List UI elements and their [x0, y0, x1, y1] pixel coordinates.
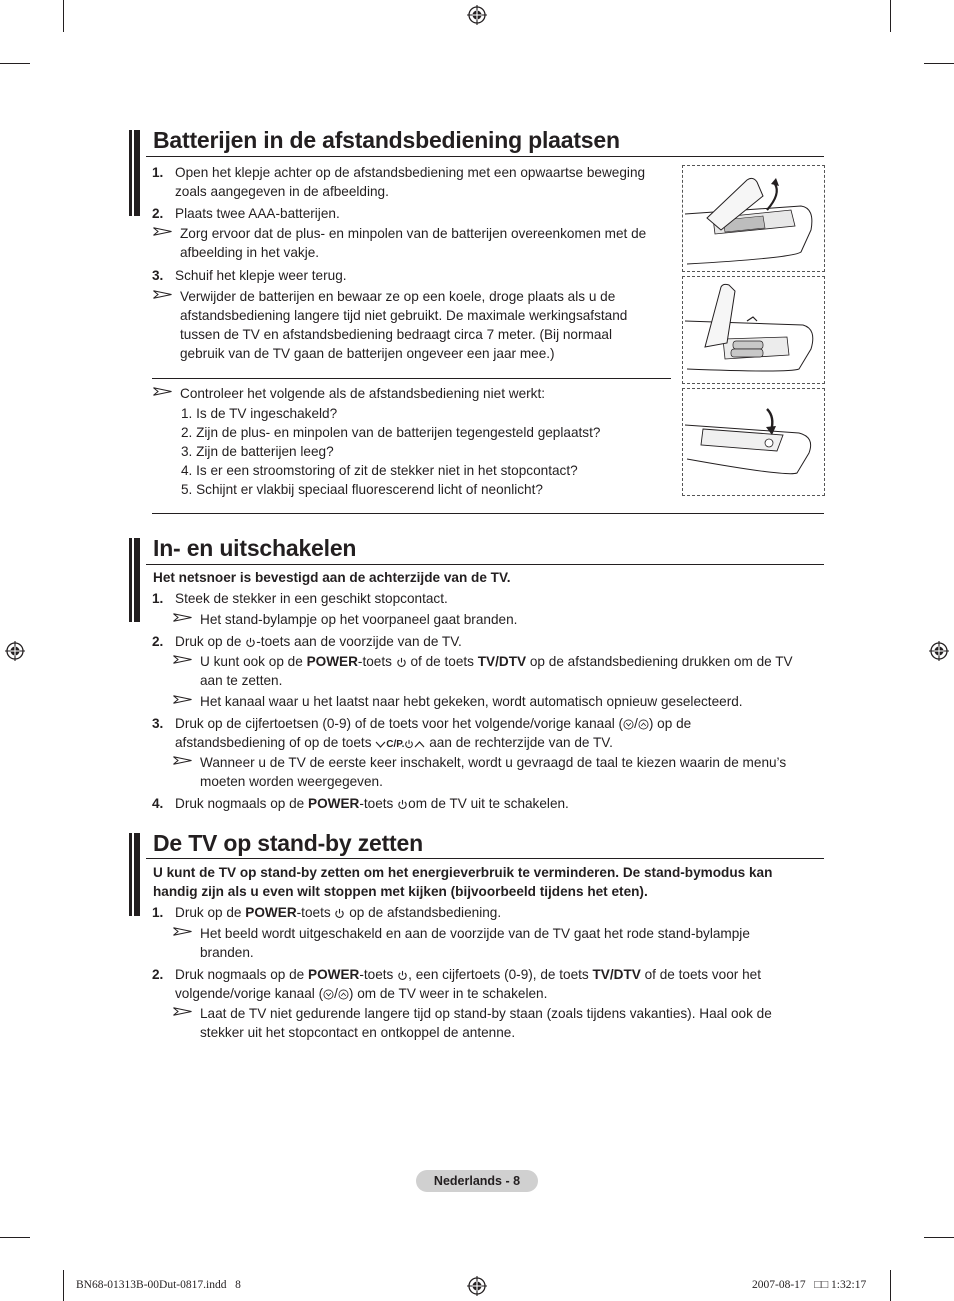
- section-intro: U kunt de TV op stand-by zetten om het energieverbruik te verminderen. De stand-bymodus kan: [153, 865, 773, 880]
- section-end-rule: [152, 513, 824, 514]
- note-text: tussen de TV en afstandsbediening bedraagt circa 7 meter. (Bij normaal: [180, 327, 612, 342]
- step-number: 2.: [152, 967, 164, 982]
- note-arrow-icon: [153, 387, 172, 396]
- step-text: volgende/vorige kanaal ( / ) om de TV weer in te schakelen.: [175, 986, 548, 1001]
- print-slug-file: BN68-01313B-00Dut-0817.indd 8: [76, 1279, 241, 1291]
- section-marker: [129, 538, 140, 622]
- power-icon: [334, 908, 345, 919]
- step-text: Schuif het klepje weer terug.: [175, 268, 347, 283]
- power-icon: [396, 657, 407, 668]
- note-text: Het kanaal waar u het laatst naar hebt gekeken, wordt automatisch opnieuw geselecteerd.: [200, 694, 743, 709]
- note-text: afbeelding in het vakje.: [180, 245, 320, 260]
- remote-battery-illustration: [682, 276, 825, 384]
- checklist-item: 5. Schijnt er vlakbij speciaal fluorescerend licht of neonlicht?: [181, 482, 543, 497]
- step-text: afstandsbediening of op de toets C/P. aan de rechterzijde van de TV.: [175, 735, 613, 750]
- step-text: Druk nogmaals op de POWER-toets , een cijfertoets (0-9), de toets TV/DTV of de toets voor het: [175, 967, 761, 982]
- checklist-item: 3. Zijn de batterijen leeg?: [181, 444, 334, 459]
- chevron-down-icon: [375, 740, 386, 749]
- step-number: 1.: [152, 591, 164, 606]
- section-title: De TV op stand-by zetten: [153, 830, 423, 856]
- power-icon: [397, 799, 408, 810]
- note-arrow-icon: [173, 613, 192, 622]
- step-text: Druk op de POWER-toets op de afstandsbediening.: [175, 905, 502, 920]
- page-number-badge: Nederlands - 8: [416, 1170, 538, 1192]
- step-number: 1.: [152, 165, 164, 180]
- step-text: zoals aangegeven in de afbeelding.: [175, 184, 389, 199]
- step-text: Druk op de -toets aan de voorzijde van de TV.: [175, 634, 462, 649]
- registration-mark-icon: [467, 5, 487, 25]
- power-icon: [404, 739, 414, 749]
- section-rule: [146, 858, 824, 859]
- channel-up-down-icon: [338, 989, 349, 1000]
- step-text: Druk nogmaals op de POWER-toets om de TV uit te schakelen.: [175, 796, 569, 811]
- section-rule: [146, 564, 824, 565]
- section-marker: [129, 833, 140, 916]
- step-number: 2.: [152, 206, 164, 221]
- registration-mark-icon: [467, 1276, 487, 1296]
- checklist-item: 1. Is de TV ingeschakeld?: [181, 406, 338, 421]
- note-text: Zorg ervoor dat de plus- en minpolen van de batterijen overeenkomen met de: [180, 226, 647, 241]
- note-text: stekker uit het stopcontact en ontkoppel de antenne.: [200, 1025, 516, 1040]
- note-text: Het beeld wordt uitgeschakeld en aan de voorzijde van de TV gaat het rode stand-bylampje: [200, 926, 750, 941]
- note-text: Controleer het volgende als de afstandsbediening niet werkt:: [180, 386, 546, 401]
- section-marker: [129, 130, 140, 216]
- checklist-item: 4. Is er een stroomstoring of zit de stekker niet in het stopcontact?: [181, 463, 578, 478]
- step-number: 4.: [152, 796, 164, 811]
- note-arrow-icon: [173, 1007, 192, 1016]
- channel-up-down-icon: [323, 989, 334, 1000]
- note-text: Het stand-bylampje op het voorpaneel gaat branden.: [200, 612, 518, 627]
- channel-up-down-icon: [638, 719, 649, 730]
- note-arrow-icon: [153, 290, 172, 299]
- step-text: Druk op de cijfertoetsen (0-9) of de toets voor het volgende/vorige kanaal ( / ) op de: [175, 716, 692, 731]
- section-intro: Het netsnoer is bevestigd aan de achterzijde van de TV.: [153, 570, 511, 585]
- remote-battery-illustration: [682, 165, 825, 272]
- step-text: Steek de stekker in een geschikt stopcontact.: [175, 591, 448, 606]
- power-icon: [397, 970, 408, 981]
- step-number: 1.: [152, 905, 164, 920]
- section-title: Batterijen in de afstandsbediening plaatsen: [153, 127, 620, 153]
- power-icon: [245, 637, 256, 648]
- registration-mark-icon: [5, 641, 25, 661]
- note-arrow-icon: [173, 756, 192, 765]
- step-number: 3.: [152, 716, 164, 731]
- note-text: gebruik van de TV gaan de batterijen ongeveer een jaar mee.): [180, 346, 555, 361]
- note-text: aan te zetten.: [200, 673, 283, 688]
- note-text: Laat de TV niet gedurende langere tijd op stand-by staan (zoals tijdens vakanties). Haal ook de: [200, 1006, 772, 1021]
- chevron-up-icon: [414, 740, 425, 749]
- step-number: 2.: [152, 634, 164, 649]
- checklist-item: 2. Zijn de plus- en minpolen van de batterijen tegengesteld geplaatst?: [181, 425, 601, 440]
- note-arrow-icon: [153, 227, 172, 236]
- divider: [152, 378, 671, 379]
- registration-mark-icon: [929, 641, 949, 661]
- note-text: Wanneer u de TV de eerste keer inschakelt, wordt u gevraagd de taal te kiezen waarin de menu’s: [200, 755, 787, 770]
- section-title: In- en uitschakelen: [153, 535, 357, 561]
- note-text: U kunt ook op de POWER-toets of de toets TV/DTV op de afstandsbediening drukken om de TV: [200, 654, 793, 669]
- note-arrow-icon: [173, 927, 192, 936]
- step-number: 3.: [152, 268, 164, 283]
- note-arrow-icon: [173, 695, 192, 704]
- channel-up-down-icon: [623, 719, 634, 730]
- note-arrow-icon: [173, 655, 192, 664]
- print-slug-date: 2007-08-17 □□ 1:32:17: [752, 1279, 867, 1291]
- note-text: Verwijder de batterijen en bewaar ze op een koele, droge plaats als u de: [180, 289, 616, 304]
- section-rule: [146, 156, 824, 157]
- step-text: Open het klepje achter op de afstandsbediening met een opwaartse beweging: [175, 165, 646, 180]
- remote-battery-illustration: [682, 388, 825, 496]
- section-intro: handig zijn als u even wilt stoppen met kijken (bijvoorbeeld tijdens het eten).: [153, 884, 648, 899]
- step-text: Plaats twee AAA-batterijen.: [175, 206, 340, 221]
- note-text: moeten worden weergegeven.: [200, 774, 383, 789]
- note-text: branden.: [200, 945, 254, 960]
- note-text: afstandsbediening langere tijd niet gebruikt. De maximale werkingsafstand: [180, 308, 628, 323]
